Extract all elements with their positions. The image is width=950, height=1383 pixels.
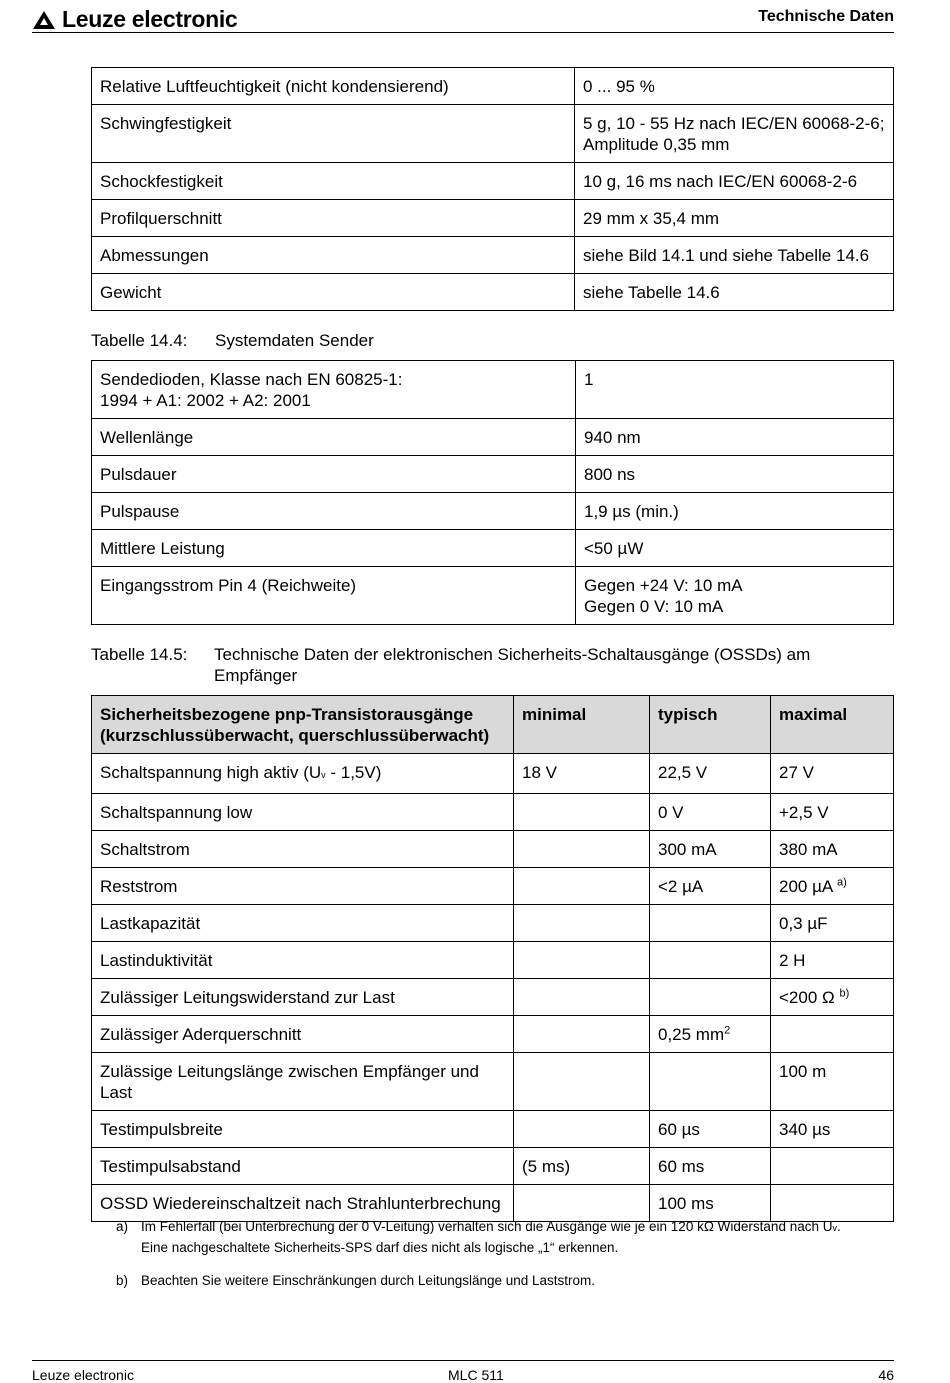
table-row <box>92 1111 894 1148</box>
footnote-b <box>116 1271 896 1291</box>
header-typisch: typisch <box>650 696 771 754</box>
row-value: 940 nm <box>576 419 894 456</box>
value-typisch: 0 V <box>650 794 771 831</box>
row-label: Sendedioden, Klasse nach EN 60825-1: 1994 + A1: 2002 + A2: 2001 <box>92 361 576 419</box>
row-label: Wellenlänge <box>92 419 576 456</box>
table-row <box>92 530 894 567</box>
page-header <box>32 4 894 33</box>
footnote-a <box>116 1217 896 1258</box>
value-maximal <box>771 1016 894 1053</box>
table-row <box>92 163 894 200</box>
transmitter-system-data-table <box>91 360 894 625</box>
value-maximal: 100 m <box>771 1053 894 1111</box>
row-label: Profilquerschnitt <box>92 200 575 237</box>
row-label: Abmessungen <box>92 237 575 274</box>
row-label: Lastinduktivität <box>92 942 514 979</box>
value-minimal <box>514 1053 650 1111</box>
table-row <box>92 754 894 794</box>
value-maximal: 200 µA $^{a)}$ <box>771 868 894 905</box>
row-label: Schockfestigkeit <box>92 163 575 200</box>
row-label: OSSD Wiedereinschaltzeit nach Strahlunterbrechung <box>92 1185 514 1222</box>
table-row <box>92 794 894 831</box>
value-minimal <box>514 942 650 979</box>
table-row <box>92 200 894 237</box>
row-value: 29 mm x 35,4 mm <box>575 200 894 237</box>
brand-logo <box>32 6 237 33</box>
caption-number: Tabelle 14.4: <box>91 331 188 350</box>
value-maximal: <200 Ω $^{b)}$ <box>771 979 894 1016</box>
row-label: Eingangsstrom Pin 4 (Reichweite) <box>92 567 576 625</box>
value-typisch <box>650 979 771 1016</box>
footer-product: MLC 511 <box>448 1367 504 1383</box>
row-value: 5 g, 10 - 55 Hz nach IEC/EN 60068-2-6; Amplitude 0,35 mm <box>575 105 894 163</box>
row-label: Testimpulsabstand <box>92 1148 514 1185</box>
footnote-text: Beachten Sie weitere Einschränkungen durch Leitungslänge und Laststrom. <box>141 1273 596 1288</box>
value-maximal: 27 V <box>771 754 894 794</box>
table-caption-14-4 <box>91 330 374 351</box>
row-value: siehe Tabelle 14.6 <box>575 274 894 311</box>
value-maximal: 2 H <box>771 942 894 979</box>
value-maximal: 380 mA <box>771 831 894 868</box>
value-typisch: 0,25 $mm^2$ <box>650 1016 771 1053</box>
section-title: Technische Daten <box>758 8 894 25</box>
row-value: <50 µW <box>576 530 894 567</box>
header-maximal: maximal <box>771 696 894 754</box>
value-maximal <box>771 1148 894 1185</box>
value-minimal <box>514 868 650 905</box>
header-output-type: Sicherheitsbezogene pnp-Transistorausgänge (kurzschlussüberwacht, querschlussüberwacht) <box>92 696 514 754</box>
row-label: Schaltspannung high aktiv (Uv - 1,5V) <box>92 754 514 794</box>
caption-number: Tabelle 14.5: <box>91 645 188 664</box>
table-row <box>92 237 894 274</box>
row-label: Schwingfestigkeit <box>92 105 575 163</box>
row-label: Gewicht <box>92 274 575 311</box>
environment-data-table <box>91 67 894 311</box>
value-maximal: +2,5 V <box>771 794 894 831</box>
ossd-data-table <box>91 695 894 1222</box>
value-typisch: 60 ms <box>650 1148 771 1185</box>
table-row <box>92 1053 894 1111</box>
table-header-row <box>92 696 894 754</box>
row-value: 1,9 µs (min.) <box>576 493 894 530</box>
table-row <box>92 105 894 163</box>
footnote-label: a) <box>116 1219 129 1234</box>
value-maximal: 0,3 µF <box>771 905 894 942</box>
row-label: Reststrom <box>92 868 514 905</box>
footnote-text: Im Fehlerfall (bei Unterbrechung der 0 V-Leitung) verhalten sich die Ausgänge wie je ein 120 kΩ Widerstand nach Uv. Eine nachgeschaltete Sicherheits-SPS darf dies nicht als logische „1“ erkennen. <box>141 1219 841 1255</box>
table-row <box>92 456 894 493</box>
table-row <box>92 493 894 530</box>
row-label: Lastkapazität <box>92 905 514 942</box>
row-value: 800 ns <box>576 456 894 493</box>
value-maximal: 340 µs <box>771 1111 894 1148</box>
table-row <box>92 905 894 942</box>
row-value: 0 ... 95 % <box>575 68 894 105</box>
table-row <box>92 1185 894 1222</box>
value-typisch: 22,5 V <box>650 754 771 794</box>
row-label: Zulässiger Aderquerschnitt <box>92 1016 514 1053</box>
table-row <box>92 68 894 105</box>
table-row <box>92 567 894 625</box>
table-caption-14-5 <box>91 644 834 686</box>
footer-company: Leuze electronic <box>32 1367 134 1383</box>
caption-title: Systemdaten Sender <box>215 331 374 350</box>
table-row <box>92 1148 894 1185</box>
table-row <box>92 942 894 979</box>
row-label: Schaltspannung low <box>92 794 514 831</box>
row-label: Zulässiger Leitungswiderstand zur Last <box>92 979 514 1016</box>
value-minimal: 18 V <box>514 754 650 794</box>
row-value: 1 <box>576 361 894 419</box>
value-minimal <box>514 794 650 831</box>
brand-name: Leuze electronic <box>62 6 238 32</box>
value-minimal <box>514 1111 650 1148</box>
row-value: Gegen +24 V: 10 mA Gegen 0 V: 10 mA <box>576 567 894 625</box>
page-number: 46 <box>878 1367 894 1383</box>
table-row <box>92 361 894 419</box>
row-label: Schaltstrom <box>92 831 514 868</box>
row-label: Pulspause <box>92 493 576 530</box>
value-minimal <box>514 1016 650 1053</box>
caption-title: Technische Daten der elektronischen Sicherheits-Schaltausgänge (OSSDs) am Empfänger <box>214 645 811 685</box>
row-label: Testimpulsbreite <box>92 1111 514 1148</box>
value-typisch <box>650 1053 771 1111</box>
value-typisch <box>650 942 771 979</box>
value-typisch <box>650 905 771 942</box>
page-footer <box>32 1360 894 1383</box>
table-row <box>92 419 894 456</box>
table-row <box>92 831 894 868</box>
value-maximal <box>771 1185 894 1222</box>
table-row <box>92 868 894 905</box>
footnote-label: b) <box>116 1273 129 1288</box>
leuze-logo-icon <box>32 10 56 30</box>
value-typisch: 60 µs <box>650 1111 771 1148</box>
row-label: Zulässige Leitungslänge zwischen Empfänger und Last <box>92 1053 514 1111</box>
value-minimal <box>514 1185 650 1222</box>
value-minimal <box>514 905 650 942</box>
value-typisch: <2 µA <box>650 868 771 905</box>
value-typisch: 100 ms <box>650 1185 771 1222</box>
row-value: 10 g, 16 ms nach IEC/EN 60068-2-6 <box>575 163 894 200</box>
row-label: Pulsdauer <box>92 456 576 493</box>
value-minimal <box>514 979 650 1016</box>
row-label: Mittlere Leistung <box>92 530 576 567</box>
table-row <box>92 979 894 1016</box>
table-row <box>92 274 894 311</box>
value-minimal <box>514 831 650 868</box>
table-row <box>92 1016 894 1053</box>
header-minimal: minimal <box>514 696 650 754</box>
row-value: siehe Bild 14.1 und siehe Tabelle 14.6 <box>575 237 894 274</box>
value-minimal: (5 ms) <box>514 1148 650 1185</box>
value-typisch: 300 mA <box>650 831 771 868</box>
row-label: Relative Luftfeuchtigkeit (nicht kondensierend) <box>92 68 575 105</box>
